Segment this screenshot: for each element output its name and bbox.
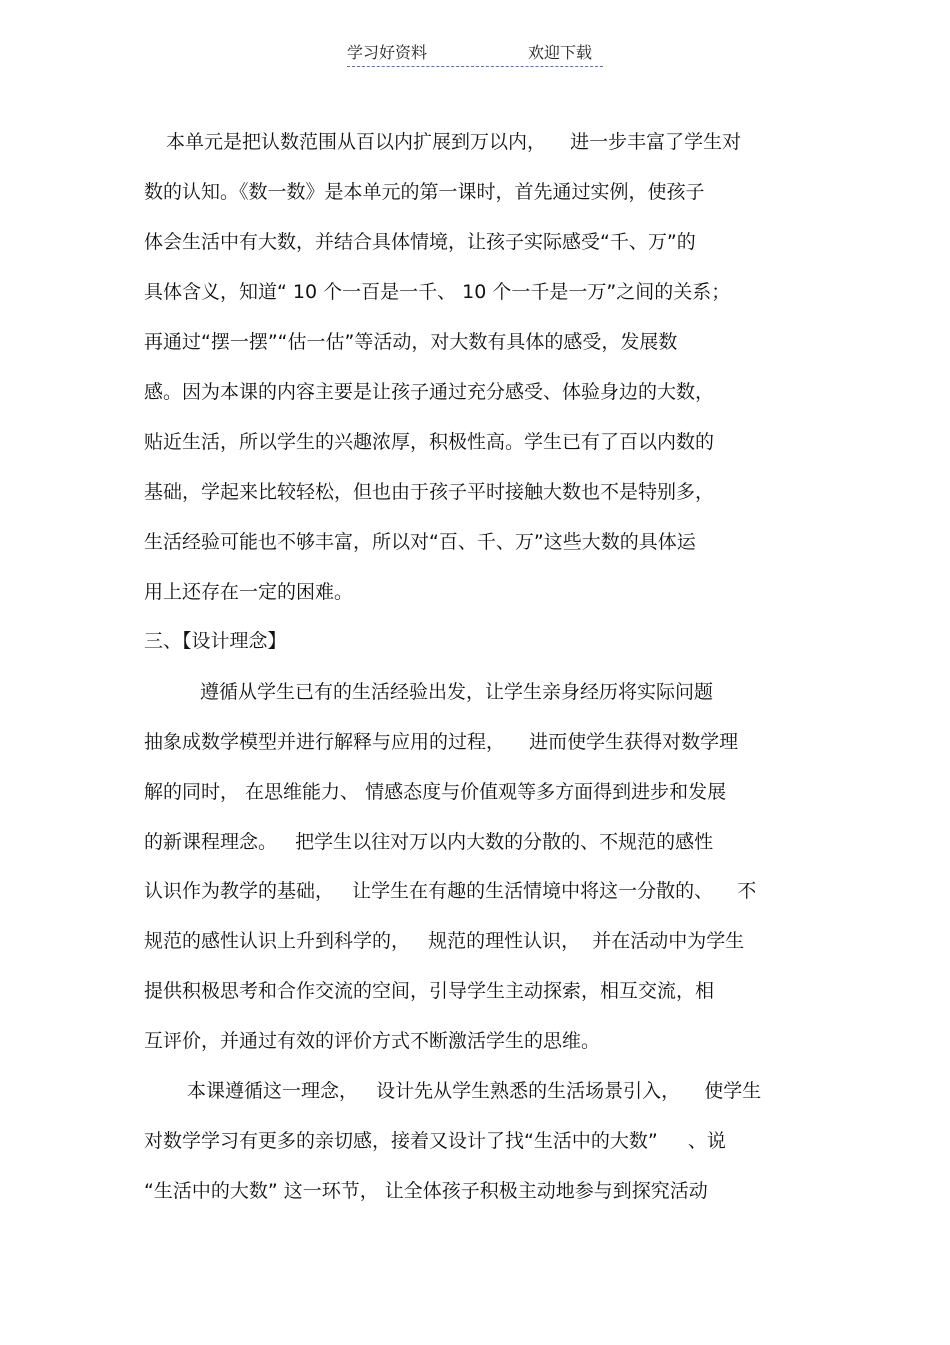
paragraph-line: 抽象成数学模型并进行解释与应用的过程， 进而使学生获得对数学理 bbox=[144, 731, 739, 753]
paragraph-line: 再通过“摆一摆”“估一估”等活动，对大数有具体的感受，发展数 bbox=[144, 331, 678, 353]
header-left-text: 学习好资料 bbox=[347, 43, 428, 62]
paragraph-line: 贴近生活，所以学生的兴趣浓厚，积极性高。学生已有了百以内数的 bbox=[144, 431, 715, 453]
paragraph-line: 对数学学习有更多的亲切感，接着又设计了找“生活中的大数” 、说 bbox=[144, 1130, 726, 1152]
paragraph-line: 基础，学起来比较轻松，但也由于孩子平时接触大数也不是特别多， bbox=[144, 481, 715, 503]
paragraph-line: 本课遵循这一理念， 设计先从学生熟悉的生活场景引入， 使学生 bbox=[187, 1080, 762, 1102]
paragraph-line: 体会生活中有大数，并结合具体情境，让孩子实际感受“千、万”的 bbox=[144, 231, 696, 253]
paragraph-line: 数的认知。《数一数》是本单元的第一课时，首先通过实例，使孩子 bbox=[144, 181, 705, 203]
page-header bbox=[347, 42, 603, 67]
header-right-text: 欢迎下载 bbox=[528, 43, 593, 62]
paragraph-line: 认识作为教学的基础， 让学生在有趣的生活情境中将这一分散的、 不 bbox=[144, 880, 757, 902]
paragraph-line: 用上还存在一定的困难。 bbox=[144, 581, 354, 603]
paragraph-line: 生活经验可能也不够丰富，所以对“百、千、万”这些大数的具体运 bbox=[144, 531, 696, 553]
paragraph-line: “生活中的大数” 这一环节， 让全体孩子积极主动地参与到探究活动 bbox=[144, 1180, 708, 1202]
paragraph-line: 遵循从学生已有的生活经验出发，让学生亲身经历将实际问题 bbox=[200, 681, 714, 703]
paragraph-line: 规范的感性认识上升到科学的， 规范的理性认识， 并在活动中为学生 bbox=[144, 930, 745, 952]
section-heading: 三、【设计理念】 bbox=[144, 630, 287, 652]
paragraph-line: 提供积极思考和合作交流的空间，引导学生主动探索，相互交流，相 bbox=[144, 980, 715, 1002]
paragraph-line: 本单元是把认数范围从百以内扩展到万以内， 进一步丰富了学生对 bbox=[166, 131, 742, 153]
paragraph-line: 互评价，并通过有效的评价方式不断激活学生的思维。 bbox=[144, 1030, 601, 1052]
paragraph-line: 解的同时， 在思维能力、 情感态度与价值观等多方面得到进步和发展 bbox=[144, 781, 727, 803]
paragraph-line: 具体含义，知道“ 10 个一百是一千、 10 个一千是一万”之间的关系； bbox=[144, 281, 731, 303]
paragraph-line: 的新课程理念。 把学生以往对万以内大数的分散的、不规范的感性 bbox=[144, 831, 714, 853]
paragraph-line: 感。因为本课的内容主要是让孩子通过充分感受、体验身边的大数， bbox=[144, 381, 715, 403]
